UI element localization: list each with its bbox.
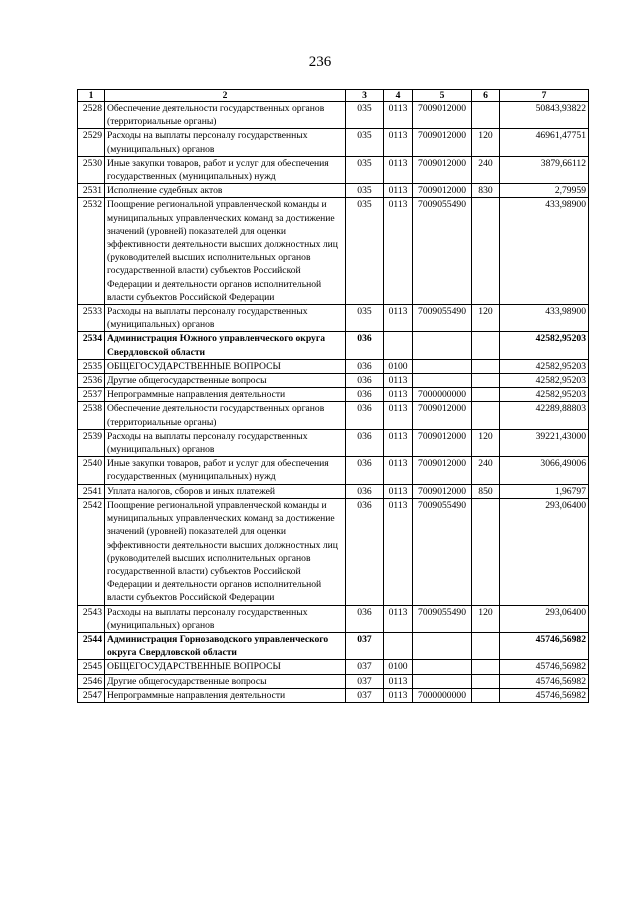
table-row	[78, 688, 589, 702]
expense-name: Расходы на выплаты персоналу государственных (муниципальных) органов	[105, 429, 346, 456]
ministry-code: 036	[346, 374, 384, 388]
target-article-code	[413, 374, 472, 388]
amount: 50843,93822	[500, 102, 589, 129]
target-article-code: 7000000000	[413, 688, 472, 702]
expense-name: Другие общегосударственные вопросы	[105, 374, 346, 388]
expense-name: Обеспечение деятельности государственных органов (территориальные органы)	[105, 102, 346, 129]
row-number: 2539	[78, 429, 105, 456]
section-code: 0113	[384, 374, 413, 388]
expense-type-code: 850	[472, 484, 500, 498]
section-code: 0113	[384, 184, 413, 198]
section-code: 0113	[384, 688, 413, 702]
ministry-code: 037	[346, 632, 384, 659]
amount: 433,98900	[500, 305, 589, 332]
table-row	[78, 102, 589, 129]
amount: 39221,43000	[500, 429, 589, 456]
expense-name: Исполнение судебных актов	[105, 184, 346, 198]
table-row	[78, 402, 589, 429]
expense-name: Поощрение региональной управленческой команды и муниципальных управленческих команд за достижение значений (уровней) показателей для оценки эффективности деятельности высших должностных лиц (руководителей высших исполнительных органов государственной власти) субъектов Российской Федерации и деятельности органов исполнительной власти субъектов Российской Федерации	[105, 198, 346, 305]
amount: 45746,56982	[500, 660, 589, 674]
row-number: 2529	[78, 129, 105, 156]
row-number: 2542	[78, 498, 105, 605]
section-code: 0100	[384, 660, 413, 674]
target-article-code: 7009055490	[413, 305, 472, 332]
expense-type-code	[472, 632, 500, 659]
amount: 2,79959	[500, 184, 589, 198]
amount: 433,98900	[500, 198, 589, 305]
amount: 42582,95203	[500, 359, 589, 373]
section-code: 0113	[384, 429, 413, 456]
ministry-code: 035	[346, 184, 384, 198]
amount: 42582,95203	[500, 374, 589, 388]
expense-name: Администрация Южного управленческого округа Свердловской области	[105, 332, 346, 359]
table-row	[78, 156, 589, 183]
target-article-code: 7009012000	[413, 484, 472, 498]
row-number: 2537	[78, 388, 105, 402]
column-header: 7	[500, 90, 589, 102]
expense-type-code	[472, 498, 500, 605]
ministry-code: 036	[346, 429, 384, 456]
table-row	[78, 605, 589, 632]
expense-name: Иные закупки товаров, работ и услуг для обеспечения государственных (муниципальных) нужд	[105, 457, 346, 484]
target-article-code: 7009012000	[413, 102, 472, 129]
section-code: 0113	[384, 305, 413, 332]
column-header: 4	[384, 90, 413, 102]
column-header: 2	[105, 90, 346, 102]
expense-name: ОБЩЕГОСУДАРСТВЕННЫЕ ВОПРОСЫ	[105, 660, 346, 674]
ministry-code: 036	[346, 484, 384, 498]
section-code: 0113	[384, 102, 413, 129]
table-row	[78, 498, 589, 605]
expense-name: Поощрение региональной управленческой команды и муниципальных управленческих команд за достижение значений (уровней) показателей для оценки эффективности деятельности высших должностных лиц (руководителей высших исполнительных органов государственной власти) субъектов Российской Федерации и деятельности органов исполнительной власти субъектов Российской Федерации	[105, 498, 346, 605]
ministry-code: 037	[346, 674, 384, 688]
row-number: 2545	[78, 660, 105, 674]
target-article-code: 7009012000	[413, 184, 472, 198]
expense-name: Непрограммные направления деятельности	[105, 388, 346, 402]
amount: 293,06400	[500, 605, 589, 632]
ministry-code: 036	[346, 388, 384, 402]
ministry-code: 036	[346, 457, 384, 484]
expense-type-code	[472, 688, 500, 702]
table-row	[78, 429, 589, 456]
row-number: 2543	[78, 605, 105, 632]
column-header: 6	[472, 90, 500, 102]
target-article-code: 7009012000	[413, 156, 472, 183]
target-article-code	[413, 359, 472, 373]
target-article-code	[413, 332, 472, 359]
ministry-code: 037	[346, 688, 384, 702]
row-number: 2538	[78, 402, 105, 429]
table-row	[78, 198, 589, 305]
expense-type-code	[472, 674, 500, 688]
amount: 3879,66112	[500, 156, 589, 183]
section-code: 0100	[384, 359, 413, 373]
row-number: 2535	[78, 359, 105, 373]
row-number: 2546	[78, 674, 105, 688]
target-article-code: 7009055490	[413, 498, 472, 605]
amount: 42289,88803	[500, 402, 589, 429]
amount: 1,96797	[500, 484, 589, 498]
expense-type-code	[472, 388, 500, 402]
row-number: 2530	[78, 156, 105, 183]
expense-type-code: 120	[472, 305, 500, 332]
row-number: 2531	[78, 184, 105, 198]
section-code	[384, 332, 413, 359]
row-number: 2532	[78, 198, 105, 305]
expense-type-code	[472, 374, 500, 388]
header-row	[78, 90, 589, 102]
expense-name: Расходы на выплаты персоналу государственных (муниципальных) органов	[105, 129, 346, 156]
target-article-code	[413, 660, 472, 674]
section-code: 0113	[384, 388, 413, 402]
expense-name: Уплата налогов, сборов и иных платежей	[105, 484, 346, 498]
table-row	[78, 632, 589, 659]
expense-name: Другие общегосударственные вопросы	[105, 674, 346, 688]
table-row	[78, 374, 589, 388]
table-row	[78, 332, 589, 359]
ministry-code: 036	[346, 332, 384, 359]
target-article-code: 7009012000	[413, 429, 472, 456]
expense-name: Иные закупки товаров, работ и услуг для обеспечения государственных (муниципальных) нужд	[105, 156, 346, 183]
row-number: 2544	[78, 632, 105, 659]
ministry-code: 035	[346, 198, 384, 305]
table-row	[78, 305, 589, 332]
target-article-code: 7009055490	[413, 605, 472, 632]
amount: 45746,56982	[500, 632, 589, 659]
row-number: 2534	[78, 332, 105, 359]
page-number: 236	[308, 54, 332, 70]
row-number: 2536	[78, 374, 105, 388]
ministry-code: 035	[346, 129, 384, 156]
amount: 45746,56982	[500, 674, 589, 688]
target-article-code: 7009012000	[413, 129, 472, 156]
expense-type-code	[472, 359, 500, 373]
target-article-code	[413, 632, 472, 659]
budget-table	[77, 89, 589, 703]
table-row	[78, 388, 589, 402]
ministry-code: 037	[346, 660, 384, 674]
expense-name: Расходы на выплаты персоналу государственных (муниципальных) органов	[105, 605, 346, 632]
table-row	[78, 660, 589, 674]
expense-name: Расходы на выплаты персоналу государственных (муниципальных) органов	[105, 305, 346, 332]
section-code: 0113	[384, 198, 413, 305]
amount: 42582,95203	[500, 332, 589, 359]
table-row	[78, 184, 589, 198]
ministry-code: 036	[346, 605, 384, 632]
section-code: 0113	[384, 605, 413, 632]
section-code: 0113	[384, 484, 413, 498]
amount: 293,06400	[500, 498, 589, 605]
column-header: 3	[346, 90, 384, 102]
ministry-code: 036	[346, 402, 384, 429]
amount: 45746,56982	[500, 688, 589, 702]
section-code: 0113	[384, 457, 413, 484]
target-article-code	[413, 674, 472, 688]
amount: 46961,47751	[500, 129, 589, 156]
expense-type-code: 240	[472, 156, 500, 183]
row-number: 2533	[78, 305, 105, 332]
section-code	[384, 632, 413, 659]
section-code: 0113	[384, 674, 413, 688]
expense-type-code: 240	[472, 457, 500, 484]
expense-type-code: 120	[472, 129, 500, 156]
ministry-code: 035	[346, 305, 384, 332]
expense-name: ОБЩЕГОСУДАРСТВЕННЫЕ ВОПРОСЫ	[105, 359, 346, 373]
row-number: 2540	[78, 457, 105, 484]
expense-name: Обеспечение деятельности государственных органов (территориальные органы)	[105, 402, 346, 429]
target-article-code: 7009012000	[413, 457, 472, 484]
table-row	[78, 129, 589, 156]
ministry-code: 035	[346, 102, 384, 129]
section-code: 0113	[384, 402, 413, 429]
row-number: 2541	[78, 484, 105, 498]
expense-type-code: 830	[472, 184, 500, 198]
column-header: 5	[413, 90, 472, 102]
expense-name: Непрограммные направления деятельности	[105, 688, 346, 702]
table-row	[78, 484, 589, 498]
column-header: 1	[78, 90, 105, 102]
table-row	[78, 457, 589, 484]
amount: 42582,95203	[500, 388, 589, 402]
row-number: 2528	[78, 102, 105, 129]
target-article-code: 7000000000	[413, 388, 472, 402]
table-row	[78, 359, 589, 373]
ministry-code: 036	[346, 498, 384, 605]
expense-type-code	[472, 660, 500, 674]
section-code: 0113	[384, 129, 413, 156]
expense-type-code	[472, 402, 500, 429]
expense-type-code	[472, 198, 500, 305]
table-row	[78, 674, 589, 688]
expense-name: Администрация Горнозаводского управленческого округа Свердловской области	[105, 632, 346, 659]
row-number: 2547	[78, 688, 105, 702]
expense-type-code: 120	[472, 429, 500, 456]
expense-type-code	[472, 332, 500, 359]
section-code: 0113	[384, 498, 413, 605]
expense-type-code	[472, 102, 500, 129]
section-code: 0113	[384, 156, 413, 183]
target-article-code: 7009055490	[413, 198, 472, 305]
amount: 3066,49006	[500, 457, 589, 484]
expense-type-code: 120	[472, 605, 500, 632]
ministry-code: 036	[346, 359, 384, 373]
target-article-code: 7009012000	[413, 402, 472, 429]
ministry-code: 035	[346, 156, 384, 183]
